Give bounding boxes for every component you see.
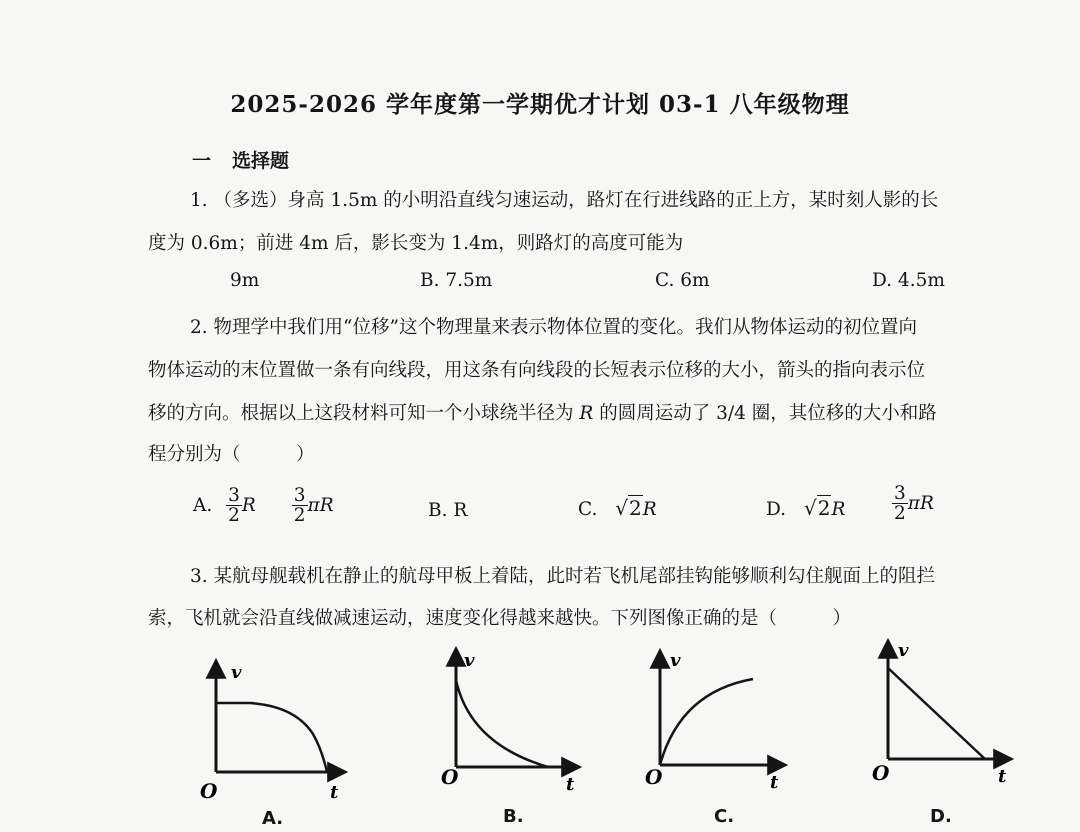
exam-title: 2025-2026 学年度第一学期优才计划 03-1 八年级物理 [230,91,850,118]
q2-option-c-sqrt: √2 [615,496,642,520]
q2-line-3-part-b: 的圆周运动了 3/4 圈，其位移的大小和路 [593,403,937,424]
graph-d-origin: O [872,761,890,785]
fraction-denominator: 2 [228,505,240,527]
graph-b-label: B. [503,806,524,827]
q1-line-1: 1. （多选）身高 1.5m 的小明沿直线匀速运动，路灯在行进线路的正上方，某时刻人影的长 [190,190,939,211]
graph-a-y-label: v [231,662,242,683]
q2-option-a-suffix-2: πR [307,494,334,516]
graph-c [645,650,784,793]
graph-a-x-label: t [330,782,339,803]
graph-c-label: C. [714,806,735,827]
q3-line-1: 3. 某航母舰载机在静止的航母甲板上着陆，此时若飞机尾部挂钩能够顺利勾住舰面上的阻拦 [190,566,936,587]
q1-option-a: 9m [230,270,260,291]
fraction-denominator: 2 [293,505,306,527]
q2-option-d-sqrt: √2 [803,496,831,520]
q2-option-c-label: C. [578,499,598,520]
graph-b-curve [456,680,548,767]
q2-option-a-suffix-1: R [241,494,256,516]
graph-b [441,650,578,795]
q1-option-b: B. 7.5m [420,270,493,291]
graph-d [872,640,1010,787]
q2-option-a-label: A. [193,494,213,516]
q2-line-3-part-a: 移的方向。根据以上这段材料可知一个小球绕半径为 [148,403,580,424]
q2-option-d-label: D. [766,499,787,520]
q2-option-c-suffix: R [642,499,657,520]
graph-b-origin: O [441,765,459,789]
q2-line-2: 物体运动的末位置做一条有向线段，用这条有向线段的长短表示位移的大小，箭头的指向表示位 [148,360,926,381]
q2-option-c [578,496,657,520]
q2-option-b: B. R [428,500,468,521]
section-number: 一 [192,150,212,172]
graph-b-x-label: t [566,774,575,795]
fraction-numerator: 3 [293,485,306,506]
graph-a [200,662,344,803]
sqrt-radicand: 2 [817,496,831,520]
graph-d-y-label: v [898,640,909,661]
graph-c-y-label: v [670,650,681,671]
q2-line-1: 2. 物理学中我们用“位移”这个物理量来表示物体位置的变化。我们从物体运动的初位置向 [190,317,917,338]
q2-line-4: 程分别为（ ） [148,444,315,465]
graph-c-curve [660,679,753,765]
section-heading [192,146,289,173]
graph-c-origin: O [645,765,663,789]
q2-option-d-fraction-suffix: πR [907,492,934,514]
graph-a-curve [216,703,327,772]
graph-b-y-label: v [464,650,475,671]
q2-option-a [193,486,334,526]
graph-d-label: D. [930,806,952,827]
q2-option-a-fraction-2 [292,486,308,526]
graph-a-label: A. [262,808,284,829]
graph-a-origin: O [200,779,218,803]
fraction-numerator: 3 [228,485,240,506]
q2-option-d-fraction-group [892,484,934,524]
q2-option-d-suffix: R [831,499,846,520]
fraction-numerator: 3 [894,483,906,504]
graph-d-line [888,668,985,759]
q2-option-a-fraction-1 [226,486,242,526]
q1-line-2: 度为 0.6m；前进 4m 后，影长变为 1.4m，则路灯的高度可能为 [148,233,684,254]
q2-option-d-fraction [892,484,908,524]
q2-option-d [766,496,845,520]
graph-d-x-label: t [998,766,1007,787]
section-label: 选择题 [232,150,290,172]
fraction-denominator: 2 [894,503,906,525]
q3-line-2: 索，飞机就会沿直线做减速运动，速度变化得越来越快。下列图像正确的是（ ） [148,608,852,629]
graph-c-x-label: t [770,772,779,793]
q1-option-d: D. 4.5m [872,270,945,291]
q2-line-3 [148,399,937,425]
q1-option-c: C. 6m [655,270,710,291]
sqrt-radicand: 2 [629,496,642,520]
q2-radius-variable: R [579,403,594,424]
q3-graphs [0,622,1080,832]
